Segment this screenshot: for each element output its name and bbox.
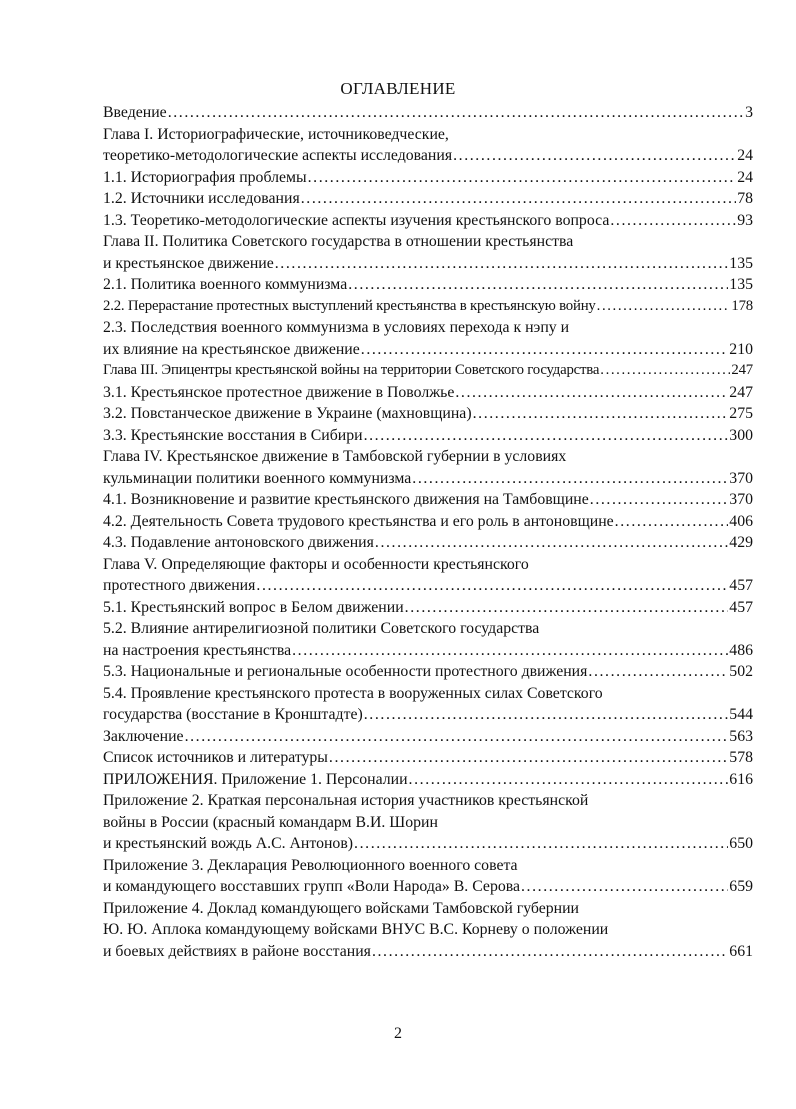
toc-entry-last-line (103, 597, 753, 619)
toc-entry-last-line (103, 274, 753, 296)
toc-entry-last-line (103, 468, 753, 490)
dot-leader (168, 102, 744, 124)
toc-entry-title: 4.2. Деятельность Совета трудового крестьянства и его роль в антоновщине (103, 512, 614, 530)
toc-entry-page: 563 (729, 727, 753, 745)
toc-entry-page: 178 (731, 297, 753, 314)
toc-entry-last-line (103, 296, 753, 318)
toc-entry-line: Ю. Ю. Аплока командующему войсками ВНУС В.С. Корневу о положении (103, 921, 609, 938)
toc-entry-last-line (103, 941, 753, 963)
toc-entry-line: Глава V. Определяющие факторы и особенности крестьянского (103, 555, 529, 573)
toc-entry-line: Глава I. Историографические, источниковедческие, (103, 125, 449, 143)
toc-entry (103, 511, 753, 533)
dot-leader (615, 511, 729, 533)
toc-entry-page: 93 (737, 211, 753, 229)
dot-leader (275, 253, 729, 275)
toc-entry (103, 446, 753, 489)
toc-entry-line: 5.2. Влияние антирелигиозной политики Советского государства (103, 620, 540, 637)
toc-entry-title: и крестьянский вождь А.С. Антонов) (103, 835, 354, 852)
toc-entry-page: 616 (729, 770, 753, 788)
toc-entry-last-line (103, 769, 753, 791)
toc-entry-page: 659 (729, 878, 753, 895)
toc-entry-title: Глава III. Эпицентры крестьянской войны на территории Советского государства (103, 362, 600, 378)
toc-entry-last-line (103, 532, 753, 554)
toc-entry-title: кульминации политики военного коммунизма (103, 469, 412, 487)
toc-entry (103, 274, 753, 296)
toc-entry (103, 683, 753, 726)
toc-entry-title: 4.1. Возникновение и развитие крестьянского движения на Тамбовщине (103, 491, 589, 508)
toc-entry-page: 429 (729, 534, 753, 551)
toc-entry-title: 2.1. Политика военного коммунизма (103, 276, 348, 293)
toc-entry-page: 406 (729, 512, 753, 530)
toc-entry-title: 4.3. Подавление антоновского движения (103, 534, 374, 551)
toc-entry-line: Глава II. Политика Советского государства в отношении крестьянства (103, 233, 574, 250)
toc-entry (103, 790, 753, 855)
toc-entry-last-line (103, 833, 753, 855)
toc-entry-title: 3.2. Повстанческое движение в Украине (махновщина) (103, 405, 472, 422)
toc-entry-last-line (103, 339, 753, 361)
toc-entry-last-line (103, 102, 753, 124)
dot-leader (256, 575, 728, 597)
toc-entry (103, 554, 753, 597)
toc-entry-title: ПРИЛОЖЕНИЯ. Приложение 1. Персоналии (103, 770, 408, 788)
toc-entry-line: Приложение 4. Доклад командующего войсками Тамбовской губернии (103, 899, 580, 917)
dot-leader (453, 145, 736, 167)
dot-leader (364, 704, 729, 726)
dot-leader (455, 382, 728, 404)
toc-entry (103, 618, 753, 661)
toc-entry-line: Приложение 3. Декларация Революционного военного совета (103, 856, 518, 874)
toc-entry (103, 769, 753, 791)
toc-entry-page: 24 (737, 168, 753, 186)
toc-entry-title: и боевых действиях в районе восстания (103, 942, 371, 960)
toc-entry-last-line (103, 167, 753, 189)
dot-leader (409, 769, 729, 791)
dot-leader (372, 941, 728, 963)
dot-leader (375, 532, 728, 554)
toc-entry-last-line (103, 640, 753, 662)
toc-entry-last-line (103, 511, 753, 533)
toc-entry-last-line (103, 876, 753, 898)
toc-entry (103, 403, 753, 425)
toc-entry-page: 3 (745, 104, 753, 121)
toc-entry (103, 532, 753, 554)
toc-entry (103, 489, 753, 511)
toc-entry (103, 296, 753, 318)
toc-entry-title: 1.3. Теоретико-методологические аспекты изучения крестьянского вопроса (103, 211, 610, 229)
toc-entry (103, 317, 753, 360)
toc-entry-last-line (103, 360, 753, 382)
dot-leader (521, 876, 728, 898)
toc-entry-page: 275 (729, 405, 753, 422)
toc-entry-title: 5.1. Крестьянский вопрос в Белом движении (103, 598, 404, 616)
toc-entry-title: 1.2. Источники исследования (103, 190, 300, 207)
toc-entry-title: на настроения крестьянства (103, 641, 292, 659)
toc-entry-title: их влияние на крестьянское движение (103, 340, 360, 358)
dot-leader (590, 489, 729, 511)
toc-entry-title: 3.3. Крестьянские восстания в Сибири (103, 426, 363, 444)
toc-entry-page: 578 (729, 749, 753, 766)
dot-leader (473, 403, 729, 425)
toc-entry (103, 726, 753, 748)
toc-entry-page: 457 (729, 577, 753, 594)
toc-entry-title: государства (восстание в Кронштадте) (103, 706, 363, 723)
toc-entry (103, 124, 753, 167)
toc-entry-title: 5.3. Национальные и региональные особенности протестного движения (103, 663, 588, 680)
toc-entry-line: войны в России (красный командарм В.И. Шорин (103, 813, 438, 831)
toc-entry (103, 382, 753, 404)
toc-entry (103, 210, 753, 232)
dot-leader (185, 726, 729, 748)
toc-entry (103, 425, 753, 447)
toc-entry-page: 457 (729, 598, 753, 616)
toc-entry-title: протестного движения (103, 577, 256, 594)
toc-entry (103, 747, 753, 769)
toc-entry (103, 597, 753, 619)
toc-entry-last-line (103, 661, 753, 683)
dot-leader (301, 188, 736, 210)
toc-entry-title: 2.2. Перерастание протестных выступлений крестьянства в крестьянскую войну (103, 297, 596, 314)
toc-entry-last-line (103, 575, 753, 597)
toc-entry-page: 370 (729, 469, 753, 487)
toc-entry-last-line (103, 747, 753, 769)
toc-entry-last-line (103, 704, 753, 726)
toc-entry-page: 210 (729, 340, 753, 358)
toc-entry-line: 5.4. Проявление крестьянского протеста в вооруженных силах Советского (103, 684, 603, 702)
toc-entry-line: Глава IV. Крестьянское движение в Тамбовской губернии в условиях (103, 448, 567, 465)
toc-entry-last-line (103, 253, 753, 275)
toc-entry-line: 2.3. Последствия военного коммунизма в условиях перехода к нэпу и (103, 319, 570, 336)
toc-entry-page: 78 (737, 190, 753, 207)
dot-leader (364, 425, 729, 447)
table-of-contents (103, 102, 753, 962)
dot-leader (329, 747, 728, 769)
page-number: 2 (394, 1025, 402, 1042)
dot-leader (308, 167, 737, 189)
dot-leader (597, 296, 731, 318)
toc-entry-title: и крестьянское движение (103, 254, 274, 272)
dot-leader (354, 833, 728, 855)
dot-leader (610, 210, 736, 232)
toc-entry-page: 24 (737, 147, 753, 164)
toc-entry-title: Список источников и литературы (103, 749, 328, 766)
toc-entry-last-line (103, 403, 753, 425)
toc-entry (103, 855, 753, 898)
toc-title: ОГЛАВЛЕНИЕ (340, 79, 456, 98)
toc-entry-title: 3.1. Крестьянское протестное движение в Поволжье (103, 383, 455, 401)
toc-entry (103, 231, 753, 274)
toc-entry-page: 247 (731, 362, 753, 378)
toc-entry (103, 188, 753, 210)
toc-entry-page: 135 (729, 254, 753, 272)
toc-entry-title: и командующего восставших групп «Воли Народа» В. Серова (103, 878, 520, 895)
dot-leader (600, 360, 730, 382)
toc-entry-page: 650 (729, 835, 753, 852)
toc-entry-last-line (103, 425, 753, 447)
toc-entry-page: 135 (729, 276, 753, 293)
toc-entry (103, 167, 753, 189)
dot-leader (292, 640, 728, 662)
toc-entry-page: 247 (729, 383, 753, 401)
toc-entry-title: Введение (103, 104, 167, 121)
toc-entry-page: 300 (729, 426, 753, 444)
dot-leader (588, 661, 728, 683)
dot-leader (361, 339, 729, 361)
toc-entry-title: 1.1. Историография проблемы (103, 168, 307, 186)
dot-leader (412, 468, 728, 490)
toc-entry (103, 360, 753, 382)
toc-entry-title: теоретико-методологические аспекты исследования (103, 147, 453, 164)
toc-entry-last-line (103, 489, 753, 511)
toc-entry-last-line (103, 145, 753, 167)
toc-entry-last-line (103, 726, 753, 748)
toc-entry-page: 502 (729, 663, 753, 680)
toc-entry-last-line (103, 188, 753, 210)
toc-entry-last-line (103, 382, 753, 404)
toc-entry-page: 370 (729, 491, 753, 508)
toc-entry (103, 898, 753, 963)
toc-entry-last-line (103, 210, 753, 232)
toc-entry-title: Заключение (103, 727, 184, 745)
dot-leader (348, 274, 728, 296)
toc-entry-page: 661 (729, 942, 753, 960)
toc-entry (103, 661, 753, 683)
toc-entry-line: Приложение 2. Краткая персональная история участников крестьянской (103, 792, 589, 809)
toc-entry-page: 486 (729, 641, 753, 659)
dot-leader (405, 597, 729, 619)
toc-entry-page: 544 (729, 706, 753, 723)
toc-entry (103, 102, 753, 124)
